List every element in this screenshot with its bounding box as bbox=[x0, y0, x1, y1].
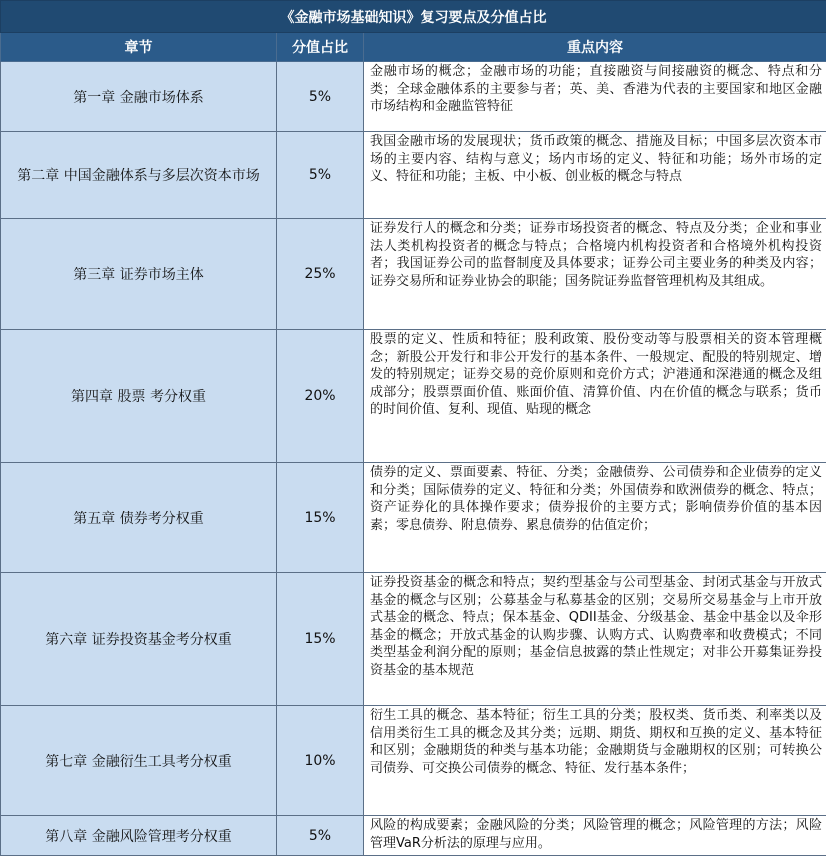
percent-cell: 20% bbox=[277, 330, 364, 463]
header-chapter: 章节 bbox=[1, 33, 277, 62]
chapter-cell: 第五章 债券考分权重 bbox=[1, 463, 277, 573]
percent-cell: 10% bbox=[277, 706, 364, 816]
table-row bbox=[1, 706, 826, 816]
chapter-cell: 第一章 金融市场体系 bbox=[1, 62, 277, 132]
table-row bbox=[1, 219, 826, 330]
percent-cell: 25% bbox=[277, 219, 364, 330]
percent-cell: 5% bbox=[277, 62, 364, 132]
table-row bbox=[1, 816, 826, 856]
points-cell: 我国金融市场的发展现状；货币政策的概念、措施及目标；中国多层次资本市场的主要内容、结构与意义；场内市场的定义、特征和功能；场外市场的定义、特征和功能；主板、中小板、创业板的概念与特点 bbox=[364, 132, 826, 219]
points-cell: 证券发行人的概念和分类；证券市场投资者的概念、特点及分类；企业和事业法人类机构投资者的概念与特点；合格境内机构投资者和合格境外机构投资者；我国证券公司的监督制度及具体要求；证券公司主要业务的种类及内容；证券交易所和证券业协会的职能；国务院证券监督管理机构及其组成。 bbox=[364, 219, 826, 330]
chapter-cell: 第三章 证券市场主体 bbox=[1, 219, 277, 330]
points-cell: 证券投资基金的概念和特点；契约型基金与公司型基金、封闭式基金与开放式基金的概念与区别；公募基金与私募基金的区别；交易所交易基金与上市开放式基金的概念、特点；保本基金、QDII基金、分级基金、基金中基金以及伞形基金的概念；开放式基金的认购步骤、认购方式、认购费率和收费模式；不同类型基金利润分配的原则；基金信息披露的禁止性规定；对非公开募集证券投资基金的基本规范 bbox=[364, 573, 826, 706]
chapter-cell: 第二章 中国金融体系与多层次资本市场 bbox=[1, 132, 277, 219]
chapter-cell: 第八章 金融风险管理考分权重 bbox=[1, 816, 277, 856]
table-row bbox=[1, 463, 826, 573]
header-points: 重点内容 bbox=[364, 33, 826, 62]
percent-cell: 15% bbox=[277, 463, 364, 573]
chapter-cell: 第六章 证券投资基金考分权重 bbox=[1, 573, 277, 706]
percent-cell: 5% bbox=[277, 816, 364, 856]
percent-cell: 15% bbox=[277, 573, 364, 706]
header-row bbox=[1, 33, 826, 62]
chapter-cell: 第七章 金融衍生工具考分权重 bbox=[1, 706, 277, 816]
table-row bbox=[1, 62, 826, 132]
table-title: 《金融市场基础知识》复习要点及分值占比 bbox=[1, 1, 826, 33]
header-percent: 分值占比 bbox=[277, 33, 364, 62]
points-cell: 风险的构成要素；金融风险的分类；风险管理的概念；风险管理的方法；风险管理VaR分析法的原理与应用。 bbox=[364, 816, 826, 856]
chapter-cell: 第四章 股票 考分权重 bbox=[1, 330, 277, 463]
points-cell: 债券的定义、票面要素、特征、分类；金融债券、公司债券和企业债券的定义和分类；国际债券的定义、特征和分类；外国债券和欧洲债券的概念、特点；资产证券化的具体操作要求；债券报价的主要方式；影响债券价值的基本因素；零息债券、附息债券、累息债券的估值定价； bbox=[364, 463, 826, 573]
title-row bbox=[1, 1, 826, 33]
points-cell: 金融市场的概念；金融市场的功能；直接融资与间接融资的概念、特点和分类；全球金融体系的主要参与者；英、美、香港为代表的主要国家和地区金融市场结构和金融监管特征 bbox=[364, 62, 826, 132]
percent-cell: 5% bbox=[277, 132, 364, 219]
table-row bbox=[1, 330, 826, 463]
points-cell: 股票的定义、性质和特征；股利政策、股份变动等与股票相关的资本管理概念；新股公开发行和非公开发行的基本条件、一般规定、配股的特别规定、增发的特别规定；证券交易的竞价原则和竞价方式；沪港通和深港通的概念及组成部分；股票票面价值、账面价值、清算价值、内在价值的概念与联系；货币的时间价值、复利、现值、贴现的概念 bbox=[364, 330, 826, 463]
table-row bbox=[1, 132, 826, 219]
points-cell: 衍生工具的概念、基本特征；衍生工具的分类；股权类、货币类、利率类以及信用类衍生工具的概念及其分类；远期、期货、期权和互换的定义、基本特征和区别；金融期货的种类与基本功能；金融期货与金融期权的区别；可转换公司债券、可交换公司债券的概念、特征、发行基本条件； bbox=[364, 706, 826, 816]
table-row bbox=[1, 573, 826, 706]
